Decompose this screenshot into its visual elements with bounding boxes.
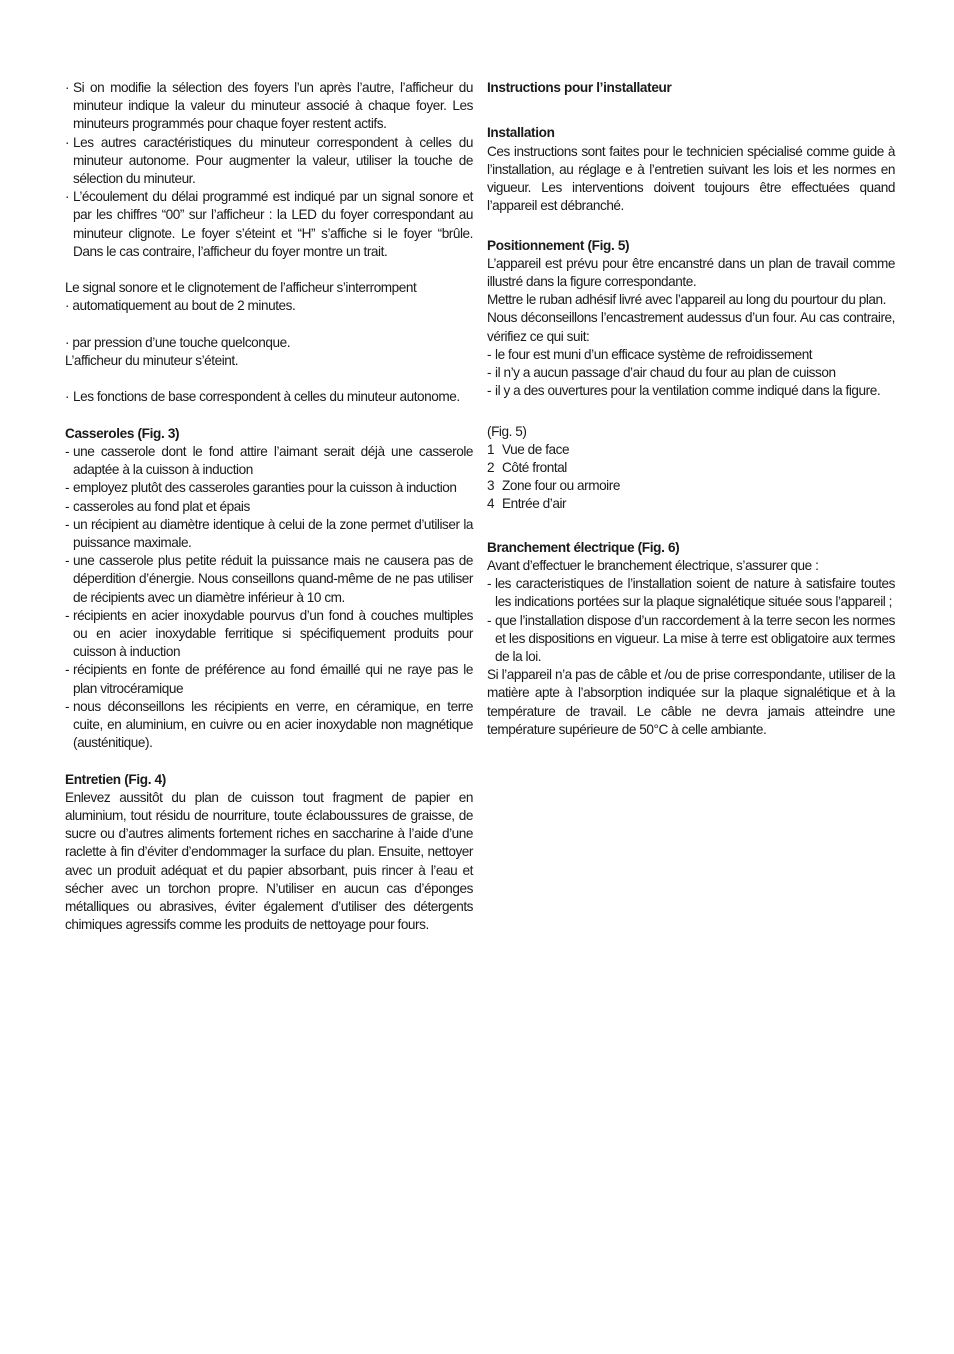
list-item: - les caracteristiques de l’installation soient de nature à satisfaire toutes les indications portées sur la plaque signalétique située sous l’appareil ;: [487, 576, 895, 610]
list-item: · Si on modifie la sélection des foyers l’un après l’autre, l’afficheur du minuteur indique la valeur du minuteur associé à chaque foyer. Les minuteurs programmés pour chaque foyer restent actifs.: [65, 80, 473, 132]
list-item: - une casserole dont le fond attire l’aimant serait déjà une casserole adaptée à la cuisson à induction: [65, 444, 473, 478]
list-item: - récipients en fonte de préférence au fond émaillé qui ne raye pas le plan vitrocéramique: [65, 662, 473, 696]
entretien-body: Enlevez aussitôt du plan de cuisson tout fragment de papier en aluminium, tout résidu de nourriture, toute éclaboussures de graisse, de sucre ou d’autres aliments fortement riches en saccharine à l’aide d’une raclette à fin d’éviter d’endommager la surface du plan. Ensuite, nettoyer avec un produit adéquat et du papier absorbant, puis rincer à l’eau et sécher avec un torchon propre. N’utiliser en aucun cas d’éponges métalliques ou abrasives, éviter également d’utiliser des détergents chimiques agressifs comme les produits de nettoyage pour fours.: [65, 789, 473, 933]
installation-heading: Installation: [487, 125, 555, 141]
list-item: - que l’installation dispose d’un raccordement à la terre secon les normes et les dispositions en vigueur. La mise à terre est obligatoire aux termes de la loi.: [487, 612, 895, 665]
list-item: - il n’y a aucun passage d’air chaud du four au plan de cuisson: [487, 365, 836, 381]
list-item: - casseroles au fond plat et épais: [65, 498, 250, 514]
list-item: 1 Vue de face: [487, 441, 570, 457]
entretien-heading: Entretien (Fig. 4): [65, 771, 166, 787]
list-item: - il y a des ouvertures pour la ventilation comme indiqué dans la figure.: [487, 383, 881, 399]
installer-heading: Instructions pour l’installateur: [487, 80, 672, 95]
list-item: - nous déconseillons les récipients en verre, en céramique, en terre cuite, en aluminium, en cuivre ou en acier inoxydable non magnétique (austénitique).: [65, 698, 473, 751]
list-item: · Les fonctions de base correspondent à celles du minuteur autonome.: [65, 389, 460, 405]
list-item: 3 Zone four ou armoire: [487, 478, 620, 494]
list-item: · L’écoulement du délai programmé est indiqué par un signal sonore et par les chiffres “00” sur l’afficheur : la LED du foyer correspondant au minuteur clignote. Le foyer s’éteint et “H” s’affiche si le foyer “brûle. Dans le cas contraire, l’afficheur du foyer montre un trait.: [65, 189, 473, 259]
list-item: - une casserole plus petite réduit la puissance mais ne causera pas de déperdition d’énergie. Nous conseillons quand-même de ne pas utiliser de récipients avec un diamètre inférieur à 10 cm.: [65, 553, 473, 605]
branchement-heading: Branchement électrique (Fig. 6): [487, 539, 680, 555]
list-item: 2 Côté frontal: [487, 460, 567, 476]
display-off: L’afficheur du minuteur s’éteint.: [65, 353, 239, 369]
positionnement-p2: Mettre le ruban adhésif livré avec l’appareil au long du pourtour du plan.: [487, 292, 886, 308]
positionnement-heading: Positionnement (Fig. 5): [487, 237, 630, 253]
branchement-intro: Avant d’effectuer le branchement électrique, s’assurer que :: [487, 558, 819, 574]
signal-text: Le signal sonore et le clignotement de l’afficheur s’interrompent: [65, 280, 417, 296]
signal-press: · par pression d’une touche quelconque.: [65, 334, 291, 350]
list-item: - le four est muni d’un efficace système de refroidissement: [487, 346, 813, 362]
installation-body: Ces instructions sont faites pour le technicien spécialisé comme guide à l’installation, au réglage e à l’entretien suivant les lois et les normes en vigueur. Les interventions doivent toujours être effectuées quand l’appareil est débranché.: [487, 143, 895, 214]
positionnement-p1: L’appareil est prévu pour être encanstré dans un plan de travail comme illustré dans la figure correspondante.: [487, 255, 895, 289]
casseroles-heading: Casseroles (Fig. 3): [65, 425, 180, 441]
positionnement-p3: Nous déconseillons l’encastrement audessus d’un four. Au cas contraire, vérifiez ce qui suit:: [487, 310, 895, 344]
list-item: 4 Entrée d’air: [487, 496, 567, 512]
branchement-body: Si l’appareil n’a pas de câble et /ou de prise correspondante, utiliser de la matière apte à l’absorption indiquée sur la plaque signalétique et à la température de travail. Le câble ne devra jamais atteindre une température supérieure de 50°C à celle ambiante.: [487, 667, 895, 737]
list-item: - employez plutôt des casseroles garanties pour la cuisson à induction: [65, 480, 457, 496]
list-item: - un récipient au diamètre identique à celui de la zone permet d’utiliser la puissance maximale.: [65, 516, 473, 551]
left-column: [65, 79, 473, 934]
fig5-label: (Fig. 5): [487, 423, 527, 439]
list-item: - récipients en acier inoxydable pourvus d’un fond à couches multiples ou en acier inoxydable ferritique si spécifiquement produits pour cuisson à induction: [65, 607, 473, 660]
right-column: [487, 79, 895, 739]
list-item: · Les autres caractéristiques du minuteur correspondent à celles du minuteur autonome. Pour augmenter la valeur, utiliser la touche de sélection du minuteur.: [65, 134, 473, 187]
signal-auto: · automatiquement au bout de 2 minutes.: [65, 298, 296, 314]
